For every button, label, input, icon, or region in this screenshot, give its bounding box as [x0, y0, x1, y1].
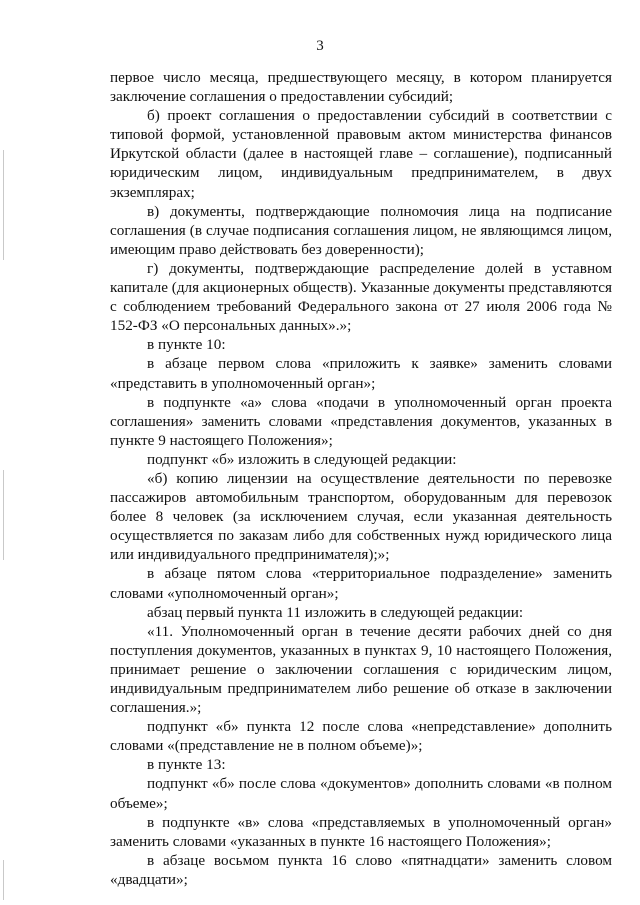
paragraph: в абзаце пятом слова «территориальное подразделение» заменить словами «уполномоченный орган»;: [110, 565, 612, 602]
paragraph: в подпункте «в» слова «представляемых в уполномоченный орган» заменить словами «указанных в пункте 16 настоящего Положения»;: [110, 813, 612, 850]
paragraph: б) проект соглашения о предоставлении субсидий в соответствии с типовой формой, установленной правовым актом министерства финансов Иркутской области (далее в настоящей главе – соглашение), подписанный юридическим лицом, индивидуальным предпринимателем, в двух экземплярах;: [110, 107, 612, 201]
paragraph: «11. Уполномоченный орган в течение десяти рабочих дней со дня поступления документов, указанных в пунктах 9, 10 настоящего Положения, принимает решение о заключении соглашения с юридическим лицом, индивидуальным предпринимателем либо решение об отказе в заключении соглашения.»;: [110, 622, 612, 717]
paragraph: г) документы, подтверждающие распределение долей в уставном капитале (для акционерных обществ). Указанные документы представляются с соблюдением требований Федерального закона от 27 июля 2006 года № 152-ФЗ «О персональных данных».»;: [110, 259, 612, 335]
paragraph: в абзаце первом слова «приложить к заявке» заменить словами «представить в уполномоченный орган»;: [110, 355, 612, 392]
paragraph: первое число месяца, предшествующего месяцу, в котором планируется заключение соглашения о предоставлении субсидий;: [110, 69, 612, 106]
paragraph: подпункт «б» пункта 12 после слова «непредставление» дополнить словами «(представление не в полном объеме)»;: [110, 718, 612, 755]
paragraph: в подпункте «а» слова «подачи в уполномоченный орган проекта соглашения» заменить словами «представления документов, указанных в пункте 9 настоящего Положения»;: [110, 393, 612, 449]
paragraph: подпункт «б» изложить в следующей редакции:: [147, 450, 457, 468]
paragraph: в пункте 13:: [147, 756, 226, 774]
paragraph: «б) копию лицензии на осуществление деятельности по перевозке пассажиров автомобильным транспортом, оборудованным для перевозок более 8 человек (за исключением случая, если указанная деятельность осуществляется по заказам либо для собственных нужд юридического лица или индивидуального предпринимателя);»;: [110, 469, 612, 564]
paragraph: абзац первый пункта 11 изложить в следующей редакции:: [147, 603, 524, 621]
paragraph: подпункт «б» после слова «документов» дополнить словами «в полном объеме»;: [110, 775, 612, 812]
scan-edge-mark: [3, 470, 4, 560]
page-number: 3: [316, 38, 324, 54]
scan-edge-mark: [3, 150, 4, 260]
paragraph: в) документы, подтверждающие полномочия лица на подписание соглашения (в случае подписания соглашения лицом, не являющимся лицом, имеющим право действовать без доверенности);: [110, 202, 612, 258]
paragraph: в абзаце восьмом пункта 16 слово «пятнадцати» заменить словом «двадцати»;: [110, 851, 612, 888]
paragraph: в пункте 10:: [147, 336, 226, 354]
scan-edge-mark: [3, 860, 4, 900]
document-body: [110, 68, 612, 889]
